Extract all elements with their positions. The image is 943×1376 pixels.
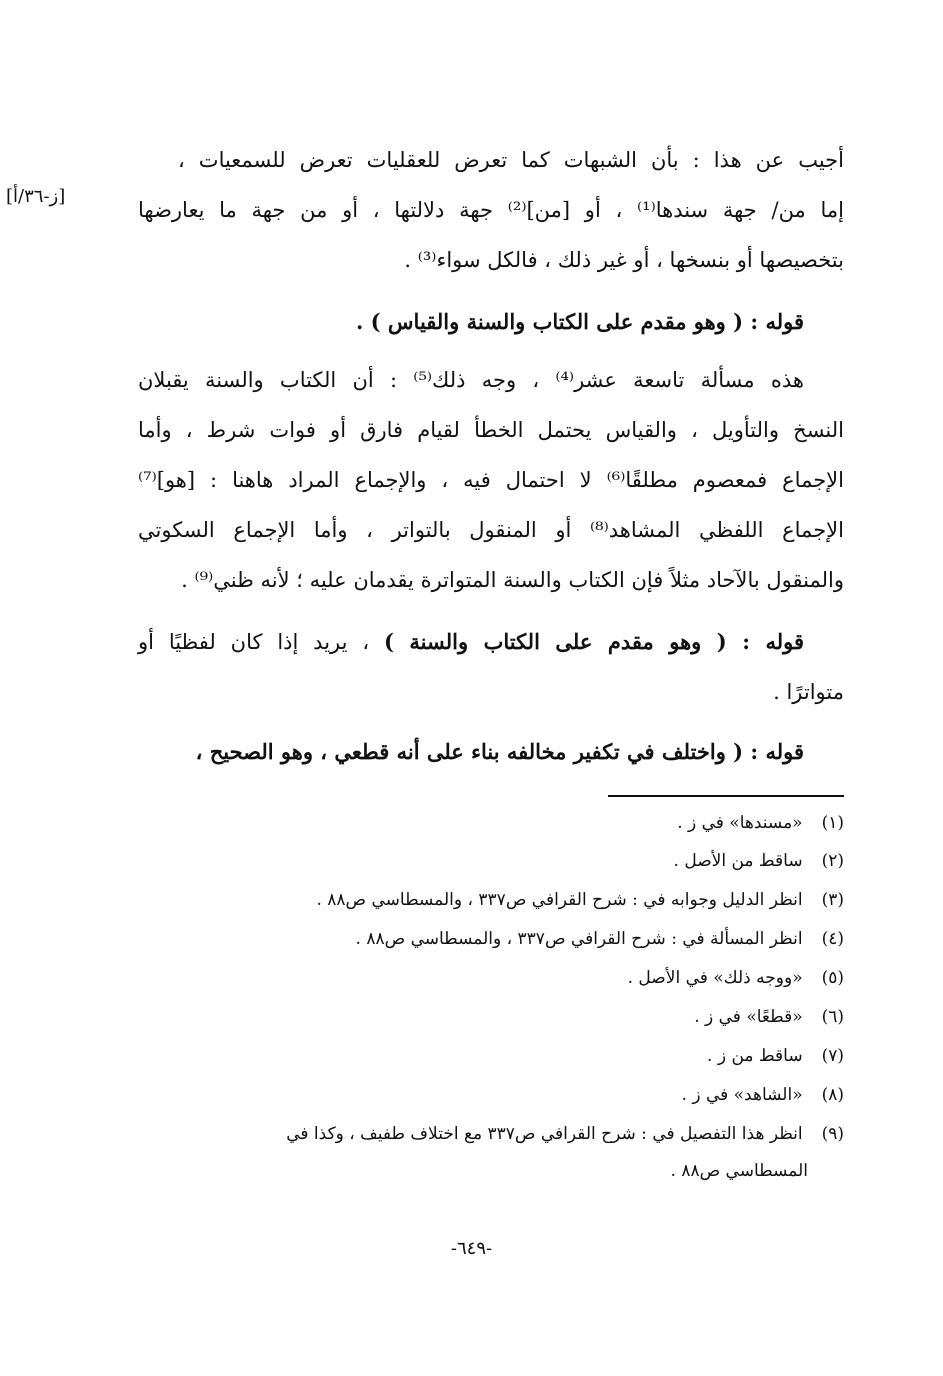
heading-line-2 (138, 617, 804, 667)
footnote-text: انظر المسألة في : شرح القرافي ص٣٣٧ ، والمسطاسي ص٨٨ . (355, 929, 803, 949)
footnote-text: انظر هذا التفصيل في : شرح القرافي ص٣٣٧ مع اختلاف طفيف ، وكذا في (286, 1124, 803, 1144)
footnote-text: «الشاهد» في ز . (681, 1085, 803, 1105)
body-line-4: هذه مسألة تاسعة عشر⁽⁴⁾ ، وجه ذلك⁽⁵⁾ : أن الكتاب والسنة يقبلان (138, 368, 804, 392)
footnote-number: (٢) (821, 851, 844, 871)
page-number: -٦٤٩- (450, 1238, 493, 1259)
footnote-9-continuation (130, 1153, 844, 1189)
footnote-number: (٩) (821, 1124, 844, 1144)
body-line-6: الإجماع فمعصوم مطلقًا⁽⁶⁾ لا احتمال فيه ، والإجماع المراد هاهنا : [هو]⁽⁷⁾ (138, 468, 844, 492)
heading-line-2-bold: قوله : ( وهو مقدم على الكتاب والسنة ) (383, 629, 804, 654)
footnote-9 (130, 1116, 844, 1152)
body-line-5: النسخ والتأويل ، والقياس يحتمل الخطأ لقيام فارق أو فوات شرط ، وأما (138, 418, 844, 442)
footnote-text: «ووجه ذلك» في الأصل . (627, 968, 803, 988)
footnote-text: ساقط من الأصل . (673, 851, 803, 871)
body-line-9: متواترًا . (773, 680, 844, 704)
footnote-8 (130, 1077, 844, 1113)
footnote-4 (130, 921, 844, 957)
footnote-6 (130, 999, 844, 1035)
body-line-8: والمنقول بالآحاد مثلاً فإن الكتاب والسنة المتواترة يقدمان عليه ؛ لأنه ظني⁽⁹⁾ . (181, 568, 844, 592)
body-line-1: أجيب عن هذا : بأن الشبهات كما تعرض للعقليات تعرض للسمعيات ، (178, 148, 844, 172)
footnote-number: (٤) (821, 929, 844, 949)
heading-line-1: قوله : ( وهو مقدم على الكتاب والسنة والقياس ) . (356, 309, 804, 334)
footnote-number: (٣) (821, 890, 844, 910)
footnote-2 (130, 843, 844, 879)
footnote-number: (٨) (821, 1085, 844, 1105)
footnote-text: «مسندها» في ز . (677, 813, 803, 833)
footnote-7 (130, 1038, 844, 1074)
heading-line-3: قوله : ( واختلف في تكفير مخالفه بناء على أنه قطعي ، وهو الصحيح ، (195, 739, 804, 764)
footnote-number: (٧) (821, 1046, 844, 1066)
body-line-2: إما من/ جهة سندها⁽¹⁾ ، أو [من]⁽²⁾ جهة دلالتها ، أو من جهة ما يعارضها (138, 198, 844, 222)
footnote-text: انظر الدليل وجوابه في : شرح القرافي ص٣٣٧ ، والمسطاسي ص٨٨ . (316, 890, 803, 910)
footnote-text: «قطعًا» في ز . (694, 1007, 803, 1027)
heading-line-2-rest: ، يريد إذا كان لفظيًا أو (138, 630, 384, 654)
body-line-7: الإجماع اللفظي المشاهد⁽⁸⁾ أو المنقول بالتواتر ، وأما الإجماع السكوتي (138, 518, 844, 542)
footnote-number: (٦) (821, 1007, 844, 1027)
footnote-1 (130, 805, 844, 841)
body-line-3: بتخصيصها أو بنسخها ، أو غير ذلك ، فالكل سواء⁽³⁾ . (404, 248, 844, 272)
footnote-text: ساقط من ز . (707, 1046, 803, 1066)
footnote-number: (٥) (821, 968, 844, 988)
footnote-separator (608, 795, 844, 797)
footnote-number: (١) (821, 813, 844, 833)
footnote-text: المسطاسي ص٨٨ . (670, 1161, 808, 1181)
manuscript-folio-note: [ز-٣٦/أ] (6, 186, 66, 207)
footnote-5 (130, 960, 844, 996)
footnote-3 (130, 882, 844, 918)
